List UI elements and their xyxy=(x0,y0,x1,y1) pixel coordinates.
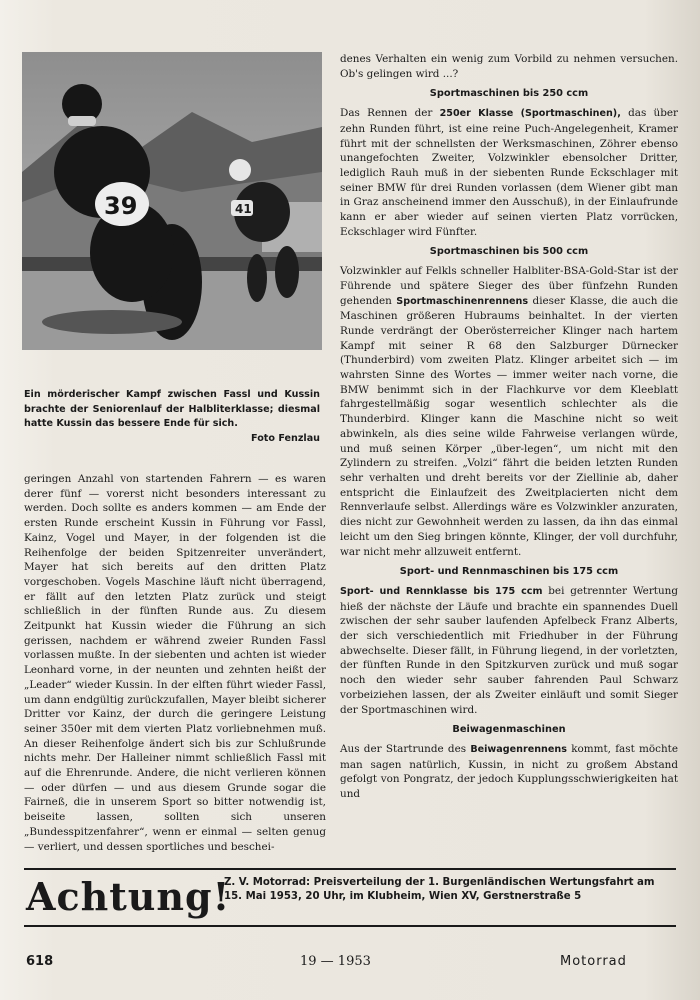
paragraph-sport-500: Volzwinkler auf Felkls schneller Halbliter-BSA-Gold-Star ist der Führende und spätere Sieger des über fünfzehn Runden gehenden Sportmaschinenrennens dieser Klasse, die auch die Maschinen größeren Hubraums beinhaltet. In der vierten Runde verdrängt der Oberösterreicher Klinger nach hartem Kampf mit seiner R 68 den Salzburger Dürnecker (Thunderbird) vom zweiten Platz. Klinger arbeitet sich — im wahrsten Sinne des Wortes — immer weiter nach vorne, die BMW benimmt sich in der Flachkurve vor dem Kleeblatt fahrgestellmäßig sogar wesentlich schlechter als die Thunderbird. Klinger kann die Maschine nicht so weit abwinkeln, als dies seine wilde Fahrweise verlangen würde, und muß seinen Körper „über-legen“, um nicht mit den Zylindern zu streifen. „Volzi“ fährt die beiden letzten Runden sehr verhalten und dreht bereits vor der Ziellinie ab, daher entspricht die Einlaufzeit des Zweitplacierten nicht dem Rennverlaufe selbst. Allerdings wäre es Volzwinkler anzuraten, dies nicht zur Gewohnheit werden zu lassen, da ihn das einmal leicht um den Sieg bringen könnte, Klinger, der voll durchfuhr, war nicht mehr allzuweit entfernt. xyxy=(340,265,678,558)
photo-number-front: 39 xyxy=(104,192,138,220)
right-column xyxy=(340,52,678,802)
heading-sport-250: Sportmaschinen bis 250 ccm xyxy=(429,88,589,100)
paragraph-sport-250: Das Rennen der 250er Klasse (Sportmaschinen), das über zehn Runden führt, ist eine reine Puch-Angelegenheit, Kramer führt mit der schnellsten der Werksmaschinen, Zöhrer ebenso unangefochten Zweiter, Volzwinkler ebensolcher Dritter, lediglich Rauh muß in der siebenten Runde Eckschlager mit seiner BMW für drei Runden vorlassen (dem Wiener gibt man in Graz anscheinend immer den Ausschuß), in der Einlaufrunde kann er aber wieder auf seinen vierten Platz vorrücken, Eckschlager wird Fünfter. xyxy=(340,107,678,238)
photo-credit: Foto Fenzlau xyxy=(251,433,320,445)
notice-rule-top xyxy=(24,868,676,870)
race-photo xyxy=(22,52,322,350)
right-intro: denes Verhalten ein wenig zum Vorbild zu nehmen versuchen. Ob's gelingen wird ...? xyxy=(340,53,678,80)
left-column xyxy=(24,472,326,854)
heading-175: Sport- und Rennmaschinen bis 175 ccm xyxy=(399,566,619,578)
issue-number: 19 — 1953 xyxy=(300,954,371,969)
notice-rule-bottom xyxy=(24,925,676,927)
left-column-text: geringen Anzahl von startenden Fahrern — es waren derer fünf — vorerst nicht besonders interessant zu werden. Doch sollte es anders kommen — am Ende der ersten Runde erscheint Kussin in Führung vor Fassl, Kainz, Vogel und Mayer, in der folgenden ist die Reihenfolge der beiden Spitzenreiter unverändert, Mayer hat sich bereits auf den dritten Platz vorgeschoben. Vogels Maschine läuft nicht überragend, er fällt auf den letzten Platz zurück und steigt schließlich in der fünften Runde aus. Zu diesem Zeitpunkt hat Kussin wieder die Führung an sich gerissen, nachdem er während zweier Runden Fassl vorlassen mußte. In der siebenten und achten ist wieder Leonhard vorne, in der neunten und zehnten heißt der „Leader“ wieder Kussin. In der elften führt wieder Fassl, um dann endgültig zurückzufallen, Mayer bleibt sicherer Dritter vor Kainz, der durch die geringere Leistung seiner 350er mit dem vierten Platz vorliebnehmen muß. An dieser Reihenfolge ändert sich bis zur Schlußrunde nichts mehr. Der Halleiner nimmt schließlich Fassl mit auf die Ehrenrunde. Andere, die nicht verlieren können — oder dürfen — und aus diesem Grunde sogar die Fairneß, die in unserem Sport so bitter notwendig ist, beiseite lassen, sollten sich unseren „Bundesspitzenfahrer“, wenn er einmal — selten genug — verliert, und dessen sportliches und beschei- xyxy=(24,473,326,853)
photo-number-back: 41 xyxy=(235,202,252,216)
heading-sidecar: Beiwagenmaschinen xyxy=(452,724,566,736)
paragraph-sidecar: Aus der Startrunde des Beiwagenrennens kommt, fast möchte man sagen natürlich, Kussin, in nicht zu großem Abstand gefolgt von Pongratz, der jedoch Kupplungsschwierigkeiten hat und xyxy=(340,742,678,801)
paragraph-175: Sport- und Rennklasse bis 175 ccm bei getrennter Wertung hieß der nächste der Läufe und brachte ein spannendes Duell zwischen der sehr sauber laufenden Apfelbeck Franz Alberts, der sich verschiedentlich mit Friedhuber in der Führung abwechselte. Dieser fällt, in Führung liegend, in der vorletzten, der fünften Runde in den Spitzkurven zurück und muß sogar noch den wieder sehr sauber fahrenden Paul Schwarz vorbeiziehen lassen, der als Zweiter einläuft und somit Sieger der Sportmaschinen wird. xyxy=(340,584,678,716)
photo-caption xyxy=(24,388,320,447)
magazine-name: Motorrad xyxy=(560,954,627,969)
heading-sport-500: Sportmaschinen bis 500 ccm xyxy=(429,246,589,258)
caption-text: Ein mörderischer Kampf zwischen Fassl und Kussin brachte der Seniorenlauf der Halbliterklasse; diesmal hatte Kussin das bessere Ende für sich. xyxy=(24,389,320,430)
notice-title: Achtung! xyxy=(26,874,231,919)
notice-text: Z. V. Motorrad: Preisverteilung der 1. Burgenländischen Wertungsfahrt am 15. Mai 1953, 20 Uhr, im Klubheim, Wien XV, Gerstnerstraße 5 xyxy=(224,877,655,902)
page-number: 618 xyxy=(26,954,54,969)
